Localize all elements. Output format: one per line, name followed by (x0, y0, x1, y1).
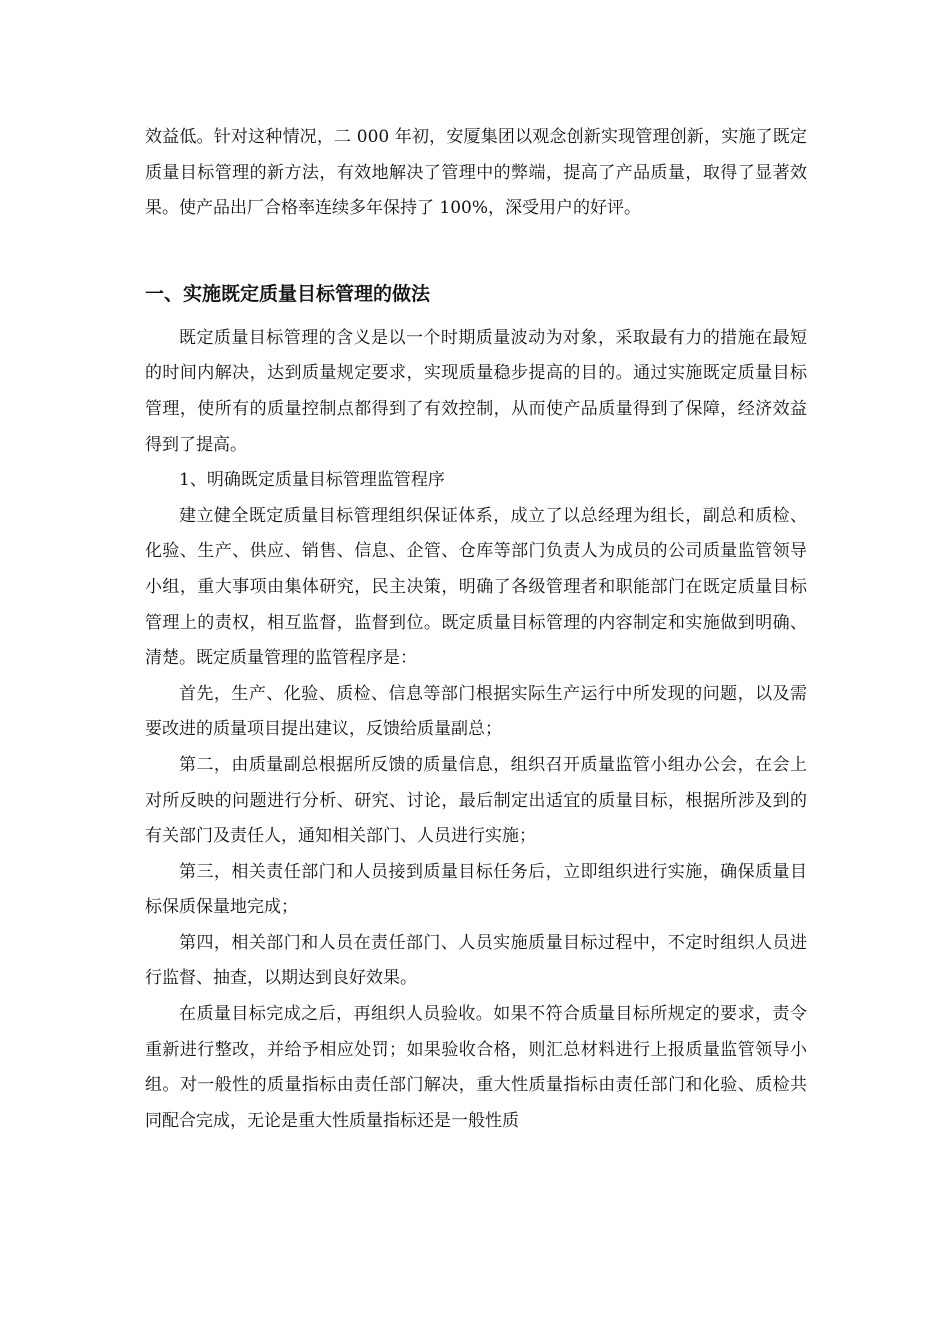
intro-paragraph: 效益低。针对这种情况，二 000 年初，安厦集团以观念创新实现管理创新，实施了既定质量目标管理的新方法，有效地解决了管理中的弊端，提高了产品质量，取得了显著效果。使产品出厂合格率连续多年保持了 100%，深受用户的好评。 (145, 127, 807, 219)
definition-paragraph: 既定质量目标管理的含义是以一个时期质量波动为对象，采取最有力的措施在最短的时间内解决，达到质量规定要求，实现质量稳步提高的目的。通过实施既定质量目标管理，使所有的质量控制点都得到了有效控制，从而使产品质量得到了保障，经济效益得到了提高。 (145, 327, 807, 455)
step-fourth-paragraph: 第四，相关部门和人员在责任部门、人员实施质量目标过程中，不定时组织人员进行监督、抽查，以期达到良好效果。 (145, 932, 807, 989)
step-second-paragraph: 第二，由质量副总根据所反馈的质量信息，组织召开质量监管小组办公会，在会上对所反映的问题进行分析、研究、讨论，最后制定出适宜的质量目标，根据所涉及到的有关部门及责任人，通知相关部门、人员进行实施； (145, 754, 807, 847)
subheading-1: 1、明确既定质量目标管理监管程序 (179, 470, 445, 491)
section-heading: 一、实施既定质量目标管理的做法 (145, 282, 431, 305)
step-third-paragraph: 第三，相关责任部门和人员接到质量目标任务后，立即组织进行实施，确保质量目标保质保量地完成； (145, 861, 807, 918)
step-first-paragraph: 首先，生产、化验、质检、信息等部门根据实际生产运行中所发现的问题，以及需要改进的质量项目提出建议，反馈给质量副总； (145, 683, 807, 740)
acceptance-paragraph: 在质量目标完成之后，再组织人员验收。如果不符合质量目标所规定的要求，责令重新进行整改，并给予相应处罚；如果验收合格，则汇总材料进行上报质量监管领导小组。对一般性的质量指标由责任部门解决，重大性质量指标由责任部门和化验、质检共同配合完成，无论是重大性质量指标还是一般性质 (145, 1004, 807, 1131)
organization-paragraph: 建立健全既定质量目标管理组织保证体系，成立了以总经理为组长，副总和质检、化验、生产、供应、销售、信息、企管、仓库等部门负责人为成员的公司质量监管领导小组，重大事项由集体研究，民主决策，明确了各级管理者和职能部门在既定质量目标管理上的责权，相互监督，监督到位。既定质量目标管理的内容制定和实施做到明确、清楚。既定质量管理的监管程序是： (145, 505, 807, 669)
document-body (145, 120, 807, 1139)
